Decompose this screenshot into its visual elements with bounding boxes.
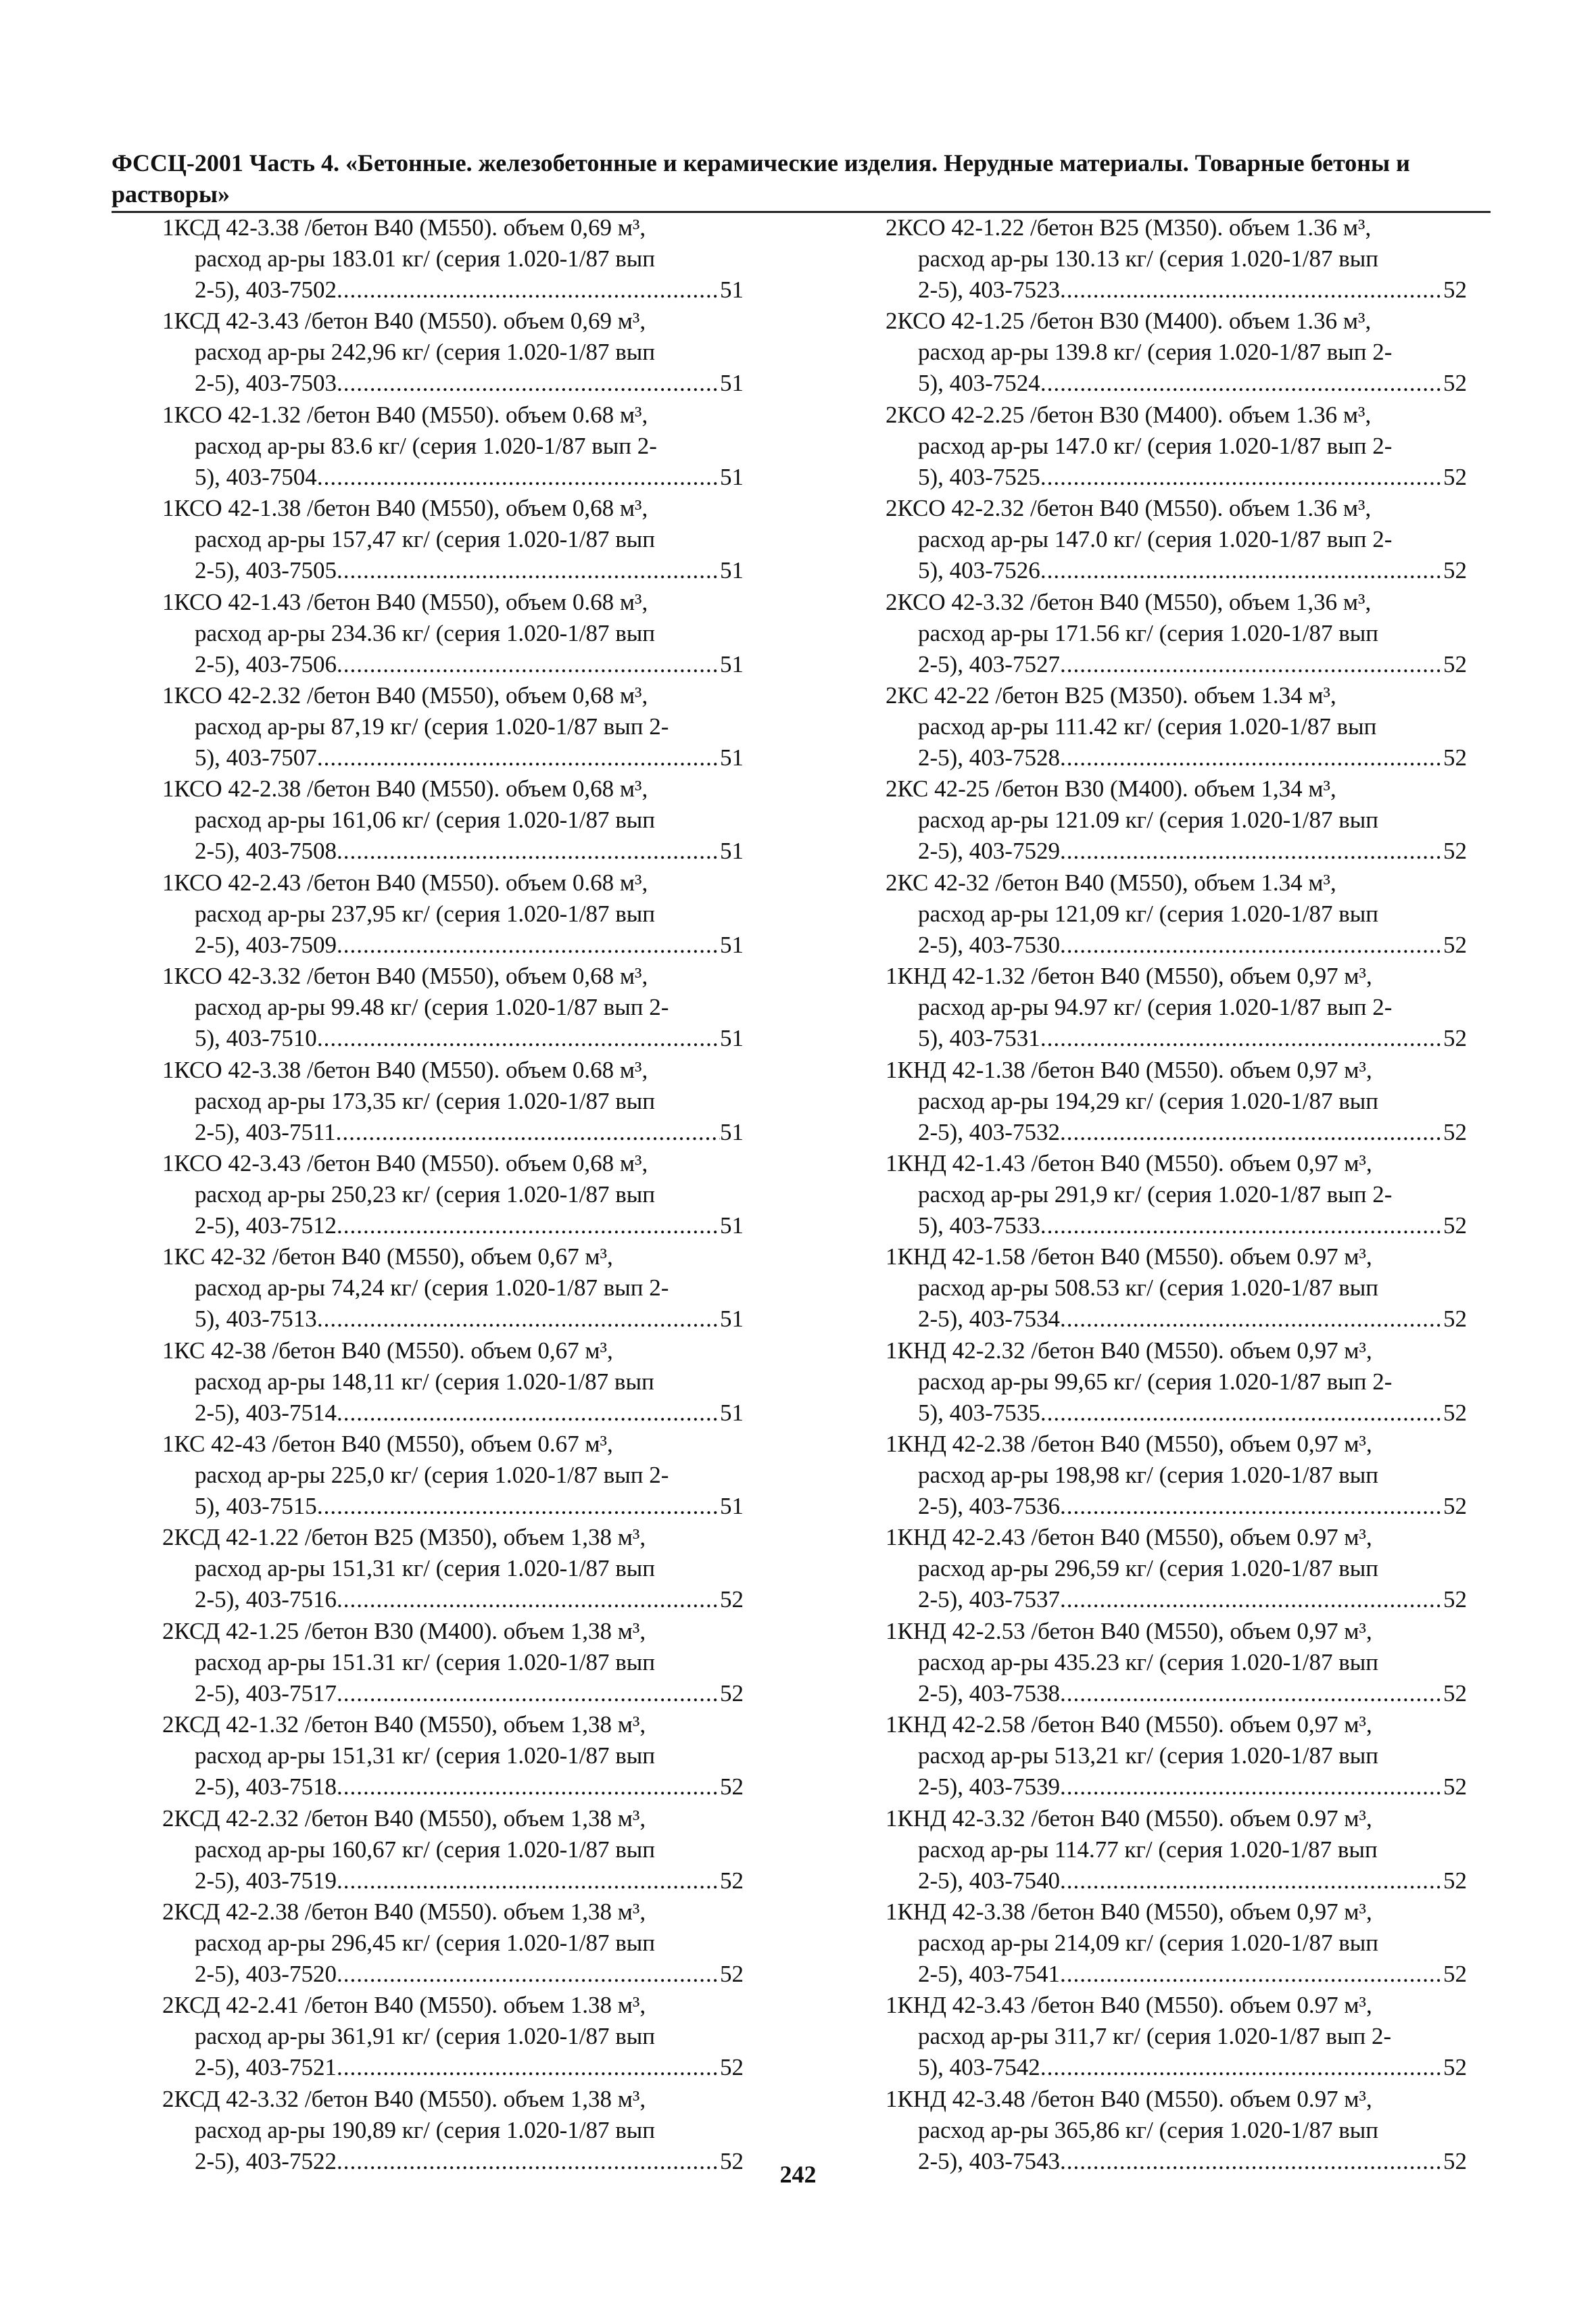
entry-reference-line: [162, 1117, 744, 1148]
entry-reference-line: [886, 462, 1467, 493]
dot-leader: [337, 2052, 720, 2083]
entry-page-ref: 52: [720, 1679, 744, 1707]
entry-designation: 1КС 42-43 /бетон В40 (М550), объем 0.67 м³,: [162, 1431, 613, 1458]
entry-designation: 1КСО 42-3.32 /бетон В40 (М550), объем 0,68 м³,: [162, 963, 648, 990]
entry-reference-line: [162, 1023, 744, 1054]
entry-designation: 1КСД 42-3.38 /бетон В40 (М550). объем 0,69 м³,: [162, 214, 646, 241]
entry-reference-line: [886, 275, 1467, 306]
entry-code: 5), 403-7510: [195, 1025, 317, 1052]
entry-reference-line: [162, 2052, 744, 2083]
entry-code: 5), 403-7504: [195, 463, 317, 490]
entry-page-ref: 51: [720, 838, 744, 865]
entry-reinforcement: расход ар-ры 194,29 кг/ (серия 1.020-1/87 вып: [918, 1087, 1378, 1114]
index-entry: [162, 1896, 744, 1990]
entry-reinforcement: расход ар-ры 83.6 кг/ (серия 1.020-1/87 вып 2-: [195, 432, 657, 459]
entry-page-ref: 52: [720, 1961, 744, 1988]
entry-reinforcement: расход ар-ры 234.36 кг/ (серия 1.020-1/87 вып: [195, 619, 655, 646]
entry-designation: 1КНД 42-2.32 /бетон В40 (М550). объем 0,97 м³,: [886, 1337, 1372, 1364]
entry-reinforcement: расход ар-ры 190,89 кг/ (серия 1.020-1/87 вып: [195, 2116, 655, 2143]
entry-reference-line: [162, 275, 744, 306]
entry-code: 2-5), 403-7539: [918, 1773, 1060, 1800]
dot-leader: [337, 836, 720, 867]
dot-leader: [1040, 1023, 1443, 1054]
entry-page-ref: 52: [1443, 1399, 1467, 1426]
entry-reinforcement: расход ар-ры 111.42 кг/ (серия 1.020-1/87 вып: [918, 713, 1377, 740]
entry-page-ref: 52: [1443, 1867, 1467, 1894]
entry-page-ref: 51: [720, 1306, 744, 1333]
entry-designation: 1КНД 42-2.53 /бетон В40 (М550), объем 0,97 м³,: [886, 1617, 1372, 1644]
entry-code: 2-5), 403-7514: [195, 1399, 337, 1426]
index-entry: [162, 400, 744, 493]
dot-leader: [317, 1304, 720, 1335]
dot-leader: [1040, 555, 1443, 586]
entry-page-ref: 52: [1443, 838, 1467, 865]
dot-leader: [1040, 1398, 1443, 1429]
index-entry: [886, 400, 1467, 493]
entry-reference-line: [886, 1023, 1467, 1054]
entry-designation: 2КСД 42-1.32 /бетон В40 (М550), объем 1,38 м³,: [162, 1711, 646, 1738]
index-entry: [886, 1148, 1467, 1241]
entry-reinforcement: расход ар-ры 361,91 кг/ (серия 1.020-1/87 вып: [195, 2023, 655, 2050]
entry-reinforcement: расход ар-ры 513,21 кг/ (серия 1.020-1/87 вып: [918, 1742, 1378, 1769]
entry-reference-line: [886, 1959, 1467, 1990]
index-entry: [162, 1241, 744, 1335]
index-entry: [162, 587, 744, 680]
dot-leader: [337, 275, 720, 306]
entry-designation: 1КНД 42-1.58 /бетон В40 (М550). объем 0.97 м³,: [886, 1243, 1372, 1270]
entry-code: 2-5), 403-7532: [918, 1118, 1060, 1145]
index-entry: [162, 1709, 744, 1803]
index-entry: [886, 961, 1467, 1054]
entry-code: 2-5), 403-7528: [918, 744, 1060, 771]
index-entry: [886, 306, 1467, 399]
dot-leader: [337, 1584, 720, 1615]
entry-reference-line: [162, 368, 744, 399]
entry-page-ref: 52: [1443, 277, 1467, 303]
entry-reference-line: [162, 1398, 744, 1429]
entry-designation: 2КС 42-32 /бетон В40 (М550), объем 1.34 м³,: [886, 869, 1336, 896]
index-entry: [162, 1522, 744, 1615]
entry-code: 2-5), 403-7505: [195, 557, 337, 584]
entry-code: 2-5), 403-7537: [918, 1586, 1060, 1613]
index-column-left: [162, 212, 744, 2177]
entry-reinforcement: расход ар-ры 151.31 кг/ (серия 1.020-1/87 вып: [195, 1648, 655, 1675]
entry-code: 2-5), 403-7520: [195, 1961, 337, 1988]
dot-leader: [337, 1398, 720, 1429]
index-entry: [886, 493, 1467, 586]
entry-reinforcement: расход ар-ры 139.8 кг/ (серия 1.020-1/87 вып 2-: [918, 339, 1393, 366]
entry-code: 2-5), 403-7511: [195, 1118, 336, 1145]
index-entry: [886, 1616, 1467, 1709]
index-entry: [162, 680, 744, 773]
entry-page-ref: 52: [1443, 1025, 1467, 1052]
dot-leader: [1060, 836, 1443, 867]
entry-reinforcement: расход ар-ры 147.0 кг/ (серия 1.020-1/87 вып 2-: [918, 526, 1393, 553]
dot-leader: [337, 555, 720, 586]
page-header: ФССЦ-2001 Часть 4. «Бетонные. железобетонные и керамические изделия. Нерудные материалы. Товарные бетоны и растворы»: [112, 149, 1410, 208]
dot-leader: [1060, 1678, 1443, 1709]
entry-reference-line: [162, 930, 744, 961]
entry-page-ref: 51: [720, 1118, 744, 1145]
index-column-right: [886, 212, 1467, 2177]
entry-code: 2-5), 403-7536: [918, 1493, 1060, 1520]
entry-designation: 1КСО 42-2.32 /бетон В40 (М550), объем 0,68 м³,: [162, 682, 648, 709]
index-entry: [886, 1241, 1467, 1335]
entry-code: 2-5), 403-7517: [195, 1679, 337, 1707]
dot-leader: [337, 1210, 720, 1241]
entry-code: 5), 403-7526: [918, 557, 1040, 584]
entry-code: 2-5), 403-7519: [195, 1867, 337, 1894]
entry-designation: 1КСО 42-2.43 /бетон В40 (М550). объем 0.68 м³,: [162, 869, 648, 896]
entry-code: 2-5), 403-7521: [195, 2054, 337, 2081]
entry-reference-line: [162, 649, 744, 680]
entry-designation: 1КСО 42-3.43 /бетон В40 (М550). объем 0,68 м³,: [162, 1149, 648, 1176]
entry-page-ref: 52: [1443, 1306, 1467, 1333]
dot-leader: [337, 1865, 720, 1896]
entry-reference-line: [886, 836, 1467, 867]
index-entry: [162, 1335, 744, 1429]
entry-page-ref: 51: [720, 463, 744, 490]
index-entry: [162, 773, 744, 867]
entry-code: 2-5), 403-7523: [918, 277, 1060, 303]
dot-leader: [317, 742, 720, 773]
entry-reinforcement: расход ар-ры 94.97 кг/ (серия 1.020-1/87 вып 2-: [918, 994, 1393, 1021]
entry-page-ref: 52: [1443, 370, 1467, 397]
entry-designation: 2КСО 42-1.25 /бетон В30 (М400). объем 1.36 м³,: [886, 308, 1372, 335]
entry-reinforcement: расход ар-ры 237,95 кг/ (серия 1.020-1/87 вып: [195, 900, 655, 927]
entry-designation: 1КСО 42-2.38 /бетон В40 (М550). объем 0,68 м³,: [162, 775, 648, 803]
entry-reinforcement: расход ар-ры 508.53 кг/ (серия 1.020-1/87 вып: [918, 1274, 1378, 1302]
index-entry: [886, 1709, 1467, 1803]
entry-code: 2-5), 403-7509: [195, 931, 337, 958]
entry-designation: 1КНД 42-3.38 /бетон В40 (М550), объем 0,97 м³,: [886, 1899, 1372, 1926]
entry-page-ref: 51: [720, 1025, 744, 1052]
entry-designation: 1КСО 42-3.38 /бетон В40 (М550). объем 0.68 м³,: [162, 1056, 648, 1083]
entry-reinforcement: расход ар-ры 121,09 кг/ (серия 1.020-1/87 вып: [918, 900, 1378, 927]
entry-designation: 1КНД 42-2.58 /бетон В40 (М550). объем 0,97 м³,: [886, 1711, 1372, 1738]
entry-designation: 1КНД 42-1.38 /бетон В40 (М550). объем 0,97 м³,: [886, 1056, 1372, 1083]
index-entry: [886, 1896, 1467, 1990]
entry-page-ref: 52: [1443, 557, 1467, 584]
index-entry: [886, 212, 1467, 306]
entry-code: 2-5), 403-7541: [918, 1961, 1060, 1988]
entry-code: 5), 403-7535: [918, 1399, 1040, 1426]
entry-page-ref: 52: [1443, 744, 1467, 771]
entry-designation: 1КНД 42-2.43 /бетон В40 (М550), объем 0.97 м³,: [886, 1524, 1372, 1551]
entry-reference-line: [162, 462, 744, 493]
entry-reinforcement: расход ар-ры 435.23 кг/ (серия 1.020-1/87 вып: [918, 1648, 1378, 1675]
dot-leader: [1060, 275, 1443, 306]
entry-reference-line: [162, 1210, 744, 1241]
entry-designation: 2КС 42-22 /бетон В25 (М350). объем 1.34 м³,: [886, 682, 1336, 709]
entry-reinforcement: расход ар-ры 151,31 кг/ (серия 1.020-1/87 вып: [195, 1742, 655, 1769]
entry-code: 2-5), 403-7522: [195, 2147, 337, 2174]
dot-leader: [1040, 2052, 1443, 2083]
index-entry: [886, 680, 1467, 773]
dot-leader: [317, 1491, 720, 1522]
entry-page-ref: 52: [1443, 2054, 1467, 2081]
entry-reinforcement: расход ар-ры 250,23 кг/ (серия 1.020-1/87 вып: [195, 1180, 655, 1208]
index-entry: [162, 1803, 744, 1896]
dot-leader: [1060, 1771, 1443, 1803]
entry-code: 5), 403-7513: [195, 1306, 317, 1333]
index-entry: [162, 1429, 744, 1522]
dot-leader: [337, 1771, 720, 1803]
entry-reinforcement: расход ар-ры 99,65 кг/ (серия 1.020-1/87 вып 2-: [918, 1368, 1393, 1395]
entry-page-ref: 52: [1443, 1679, 1467, 1707]
entry-reinforcement: расход ар-ры 114.77 кг/ (серия 1.020-1/87 вып: [918, 1836, 1378, 1863]
index-entry: [886, 1522, 1467, 1615]
dot-leader: [1040, 368, 1443, 399]
entry-reference-line: [886, 1117, 1467, 1148]
entry-designation: 2КС 42-25 /бетон В30 (М400). объем 1,34 м³,: [886, 775, 1336, 803]
entry-page-ref: 52: [1443, 463, 1467, 490]
entry-reinforcement: расход ар-ры 291,9 кг/ (серия 1.020-1/87 вып 2-: [918, 1180, 1393, 1208]
dot-leader: [1060, 1959, 1443, 1990]
entry-reinforcement: расход ар-ры 160,67 кг/ (серия 1.020-1/87 вып: [195, 1836, 655, 1863]
entry-reference-line: [162, 555, 744, 586]
entry-reference-line: [162, 1771, 744, 1803]
index-entry: [162, 493, 744, 586]
dot-leader: [1060, 1117, 1443, 1148]
index-entry: [886, 773, 1467, 867]
entry-reference-line: [886, 930, 1467, 961]
dot-leader: [336, 1117, 720, 1148]
entry-designation: 1КНД 42-1.32 /бетон В40 (М550), объем 0,97 м³,: [886, 963, 1372, 990]
entry-designation: 1КСО 42-1.38 /бетон В40 (М550), объем 0,68 м³,: [162, 495, 648, 522]
entry-designation: 1КСД 42-3.43 /бетон В40 (М550). объем 0,69 м³,: [162, 308, 646, 335]
entry-reference-line: [886, 1584, 1467, 1615]
dot-leader: [337, 649, 720, 680]
entry-code: 5), 403-7525: [918, 463, 1040, 490]
entry-code: 2-5), 403-7529: [918, 838, 1060, 865]
dot-leader: [337, 1678, 720, 1709]
index-entry: [162, 1055, 744, 1148]
entry-reinforcement: расход ар-ры 121.09 кг/ (серия 1.020-1/87 вып: [918, 807, 1378, 834]
entry-designation: 2КСД 42-3.32 /бетон В40 (М550). объем 1,38 м³,: [162, 2085, 646, 2112]
entry-designation: 2КСД 42-2.38 /бетон В40 (М550). объем 1,38 м³,: [162, 1899, 646, 1926]
dot-leader: [1060, 930, 1443, 961]
dot-leader: [317, 462, 720, 493]
entry-code: 2-5), 403-7538: [918, 1679, 1060, 1707]
entry-reinforcement: расход ар-ры 365,86 кг/ (серия 1.020-1/87 вып: [918, 2116, 1378, 2143]
entry-designation: 1КНД 42-3.43 /бетон В40 (М550). объем 0.97 м³,: [886, 1992, 1372, 2019]
dot-leader: [317, 1023, 720, 1054]
entry-reference-line: [886, 1491, 1467, 1522]
entry-code: 2-5), 403-7502: [195, 277, 337, 303]
index-entry: [162, 1148, 744, 1241]
entry-reinforcement: расход ар-ры 311,7 кг/ (серия 1.020-1/87 вып 2-: [918, 2023, 1392, 2050]
entry-code: 2-5), 403-7508: [195, 838, 337, 865]
entry-page-ref: 52: [1443, 1961, 1467, 1988]
entry-designation: 2КСО 42-2.32 /бетон В40 (М550). объем 1.36 м³,: [886, 495, 1372, 522]
entry-reference-line: [886, 1771, 1467, 1803]
entry-reinforcement: расход ар-ры 242,96 кг/ (серия 1.020-1/87 вып: [195, 339, 655, 366]
entry-reinforcement: расход ар-ры 87,19 кг/ (серия 1.020-1/87 вып 2-: [195, 713, 669, 740]
entry-reinforcement: расход ар-ры 151,31 кг/ (серия 1.020-1/87 вып: [195, 1555, 655, 1582]
index-entry: [886, 587, 1467, 680]
entry-reference-line: [162, 1304, 744, 1335]
entry-page-ref: 52: [1443, 2147, 1467, 2174]
entry-reference-line: [162, 836, 744, 867]
entry-code: 5), 403-7533: [918, 1212, 1040, 1239]
entry-reference-line: [886, 1210, 1467, 1241]
dot-leader: [1060, 649, 1443, 680]
entry-reinforcement: расход ар-ры 296,45 кг/ (серия 1.020-1/87 вып: [195, 1930, 655, 1957]
entry-reference-line: [162, 1865, 744, 1896]
entry-reference-line: [162, 1959, 744, 1990]
entry-designation: 2КСД 42-1.22 /бетон В25 (М350), объем 1,38 м³,: [162, 1524, 646, 1551]
entry-reinforcement: расход ар-ры 99.48 кг/ (серия 1.020-1/87 вып 2-: [195, 994, 669, 1021]
index-entry: [886, 1429, 1467, 1522]
entry-reference-line: [162, 742, 744, 773]
entry-code: 2-5), 403-7503: [195, 370, 337, 397]
dot-leader: [337, 368, 720, 399]
dot-leader: [1060, 1491, 1443, 1522]
entry-code: 2-5), 403-7516: [195, 1586, 337, 1613]
dot-leader: [1060, 1304, 1443, 1335]
entry-designation: 2КСО 42-1.22 /бетон В25 (М350). объем 1.36 м³,: [886, 214, 1372, 241]
entry-reinforcement: расход ар-ры 148,11 кг/ (серия 1.020-1/87 вып: [195, 1368, 654, 1395]
entry-reference-line: [162, 1491, 744, 1522]
entry-page-ref: 51: [720, 1212, 744, 1239]
entry-code: 2-5), 403-7518: [195, 1773, 337, 1800]
entry-page-ref: 51: [720, 557, 744, 584]
entry-reference-line: [886, 2052, 1467, 2083]
entry-designation: 1КНД 42-3.32 /бетон В40 (М550). объем 0.97 м³,: [886, 1805, 1372, 1832]
entry-code: 5), 403-7507: [195, 744, 317, 771]
entry-code: 2-5), 403-7543: [918, 2147, 1060, 2174]
entry-code: 2-5), 403-7512: [195, 1212, 337, 1239]
entry-designation: 2КСО 42-3.32 /бетон В40 (М550), объем 1,36 м³,: [886, 588, 1372, 615]
entry-designation: 1КС 42-38 /бетон В40 (М550). объем 0,67 м³,: [162, 1337, 613, 1364]
entry-designation: 1КНД 42-1.43 /бетон В40 (М550). объем 0,97 м³,: [886, 1149, 1372, 1176]
entry-reinforcement: расход ар-ры 74,24 кг/ (серия 1.020-1/87 вып 2-: [195, 1274, 669, 1302]
index-entry: [886, 1990, 1467, 2083]
entry-page-ref: 51: [720, 370, 744, 397]
entry-designation: 2КСД 42-2.32 /бетон В40 (М550), объем 1,38 м³,: [162, 1805, 646, 1832]
entry-designation: 1КСО 42-1.32 /бетон В40 (М550). объем 0.68 м³,: [162, 401, 648, 428]
entry-designation: 2КСД 42-1.25 /бетон В30 (М400). объем 1,38 м³,: [162, 1617, 646, 1644]
entry-reinforcement: расход ар-ры 214,09 кг/ (серия 1.020-1/87 вып: [918, 1930, 1378, 1957]
entry-designation: 1КНД 42-3.48 /бетон В40 (М550). объем 0.97 м³,: [886, 2085, 1372, 2112]
entry-code: 2-5), 403-7540: [918, 1867, 1060, 1894]
entry-reference-line: [886, 368, 1467, 399]
dot-leader: [1040, 462, 1443, 493]
entry-page-ref: 52: [1443, 931, 1467, 958]
entry-page-ref: 51: [720, 931, 744, 958]
entry-page-ref: 52: [1443, 1773, 1467, 1800]
entry-code: 5), 403-7542: [918, 2054, 1040, 2081]
entry-code: 2-5), 403-7506: [195, 650, 337, 677]
index-entry: [162, 1616, 744, 1709]
entry-page-ref: 52: [720, 1773, 744, 1800]
entry-page-ref: 51: [720, 277, 744, 303]
index-entry: [886, 867, 1467, 961]
dot-leader: [1040, 1210, 1443, 1241]
entry-reference-line: [162, 1678, 744, 1709]
entry-designation: 2КСО 42-2.25 /бетон В30 (М400). объем 1.36 м³,: [886, 401, 1372, 428]
entry-page-ref: 51: [720, 1399, 744, 1426]
entry-page-ref: 52: [1443, 650, 1467, 677]
entry-reference-line: [886, 1678, 1467, 1709]
entry-reference-line: [162, 1584, 744, 1615]
entry-reference-line: [886, 1398, 1467, 1429]
index-entry: [162, 306, 744, 399]
entry-reference-line: [886, 1865, 1467, 1896]
entry-page-ref: 51: [720, 1493, 744, 1520]
entry-reinforcement: расход ар-ры 173,35 кг/ (серия 1.020-1/87 вып: [195, 1087, 655, 1114]
entry-code: 5), 403-7524: [918, 370, 1040, 397]
entry-page-ref: 52: [1443, 1118, 1467, 1145]
entry-code: 2-5), 403-7530: [918, 931, 1060, 958]
entry-reference-line: [886, 1304, 1467, 1335]
entry-reinforcement: расход ар-ры 183.01 кг/ (серия 1.020-1/87 вып: [195, 245, 655, 272]
entry-page-ref: 51: [720, 650, 744, 677]
index-entry: [886, 1803, 1467, 1896]
entry-reinforcement: расход ар-ры 130.13 кг/ (серия 1.020-1/87 вып: [918, 245, 1378, 272]
index-entry: [162, 961, 744, 1054]
entry-page-ref: 52: [1443, 1586, 1467, 1613]
entry-code: 2-5), 403-7527: [918, 650, 1060, 677]
entry-reference-line: [886, 742, 1467, 773]
dot-leader: [337, 1959, 720, 1990]
entry-designation: 1КСО 42-1.43 /бетон В40 (М550), объем 0.68 м³,: [162, 588, 648, 615]
entry-designation: 2КСД 42-2.41 /бетон В40 (М550). объем 1.38 м³,: [162, 1992, 646, 2019]
entry-code: 5), 403-7531: [918, 1025, 1040, 1052]
dot-leader: [1060, 742, 1443, 773]
dot-leader: [1060, 1865, 1443, 1896]
index-entry: [886, 1055, 1467, 1148]
entry-reinforcement: расход ар-ры 171.56 кг/ (серия 1.020-1/87 вып: [918, 619, 1378, 646]
index-entry: [886, 1335, 1467, 1429]
entry-designation: 1КНД 42-2.38 /бетон В40 (М550), объем 0,97 м³,: [886, 1431, 1372, 1458]
entry-page-ref: 52: [1443, 1212, 1467, 1239]
entry-designation: 1КС 42-32 /бетон В40 (М550), объем 0,67 м³,: [162, 1243, 613, 1270]
entry-reinforcement: расход ар-ры 147.0 кг/ (серия 1.020-1/87 вып 2-: [918, 432, 1393, 459]
entry-reference-line: [886, 649, 1467, 680]
entry-reference-line: [886, 555, 1467, 586]
entry-page-ref: 52: [720, 2147, 744, 2174]
entry-code: 2-5), 403-7534: [918, 1306, 1060, 1333]
entry-reinforcement: расход ар-ры 198,98 кг/ (серия 1.020-1/87 вып: [918, 1462, 1378, 1489]
entry-reinforcement: расход ар-ры 225,0 кг/ (серия 1.020-1/87 вып 2-: [195, 1462, 669, 1489]
entry-reinforcement: расход ар-ры 157,47 кг/ (серия 1.020-1/87 вып: [195, 526, 655, 553]
entry-page-ref: 51: [720, 744, 744, 771]
entry-page-ref: 52: [1443, 1493, 1467, 1520]
page-number: 242: [779, 2161, 817, 2188]
entry-page-ref: 52: [720, 1867, 744, 1894]
entry-page-ref: 52: [720, 1586, 744, 1613]
dot-leader: [1060, 1584, 1443, 1615]
index-entry: [162, 212, 744, 306]
entry-code: 5), 403-7515: [195, 1493, 317, 1520]
entry-page-ref: 52: [720, 2054, 744, 2081]
index-entry: [162, 1990, 744, 2083]
entry-reinforcement: расход ар-ры 161,06 кг/ (серия 1.020-1/87 вып: [195, 807, 655, 834]
dot-leader: [337, 930, 720, 961]
entry-reinforcement: расход ар-ры 296,59 кг/ (серия 1.020-1/87 вып: [918, 1555, 1378, 1582]
index-entry: [162, 867, 744, 961]
